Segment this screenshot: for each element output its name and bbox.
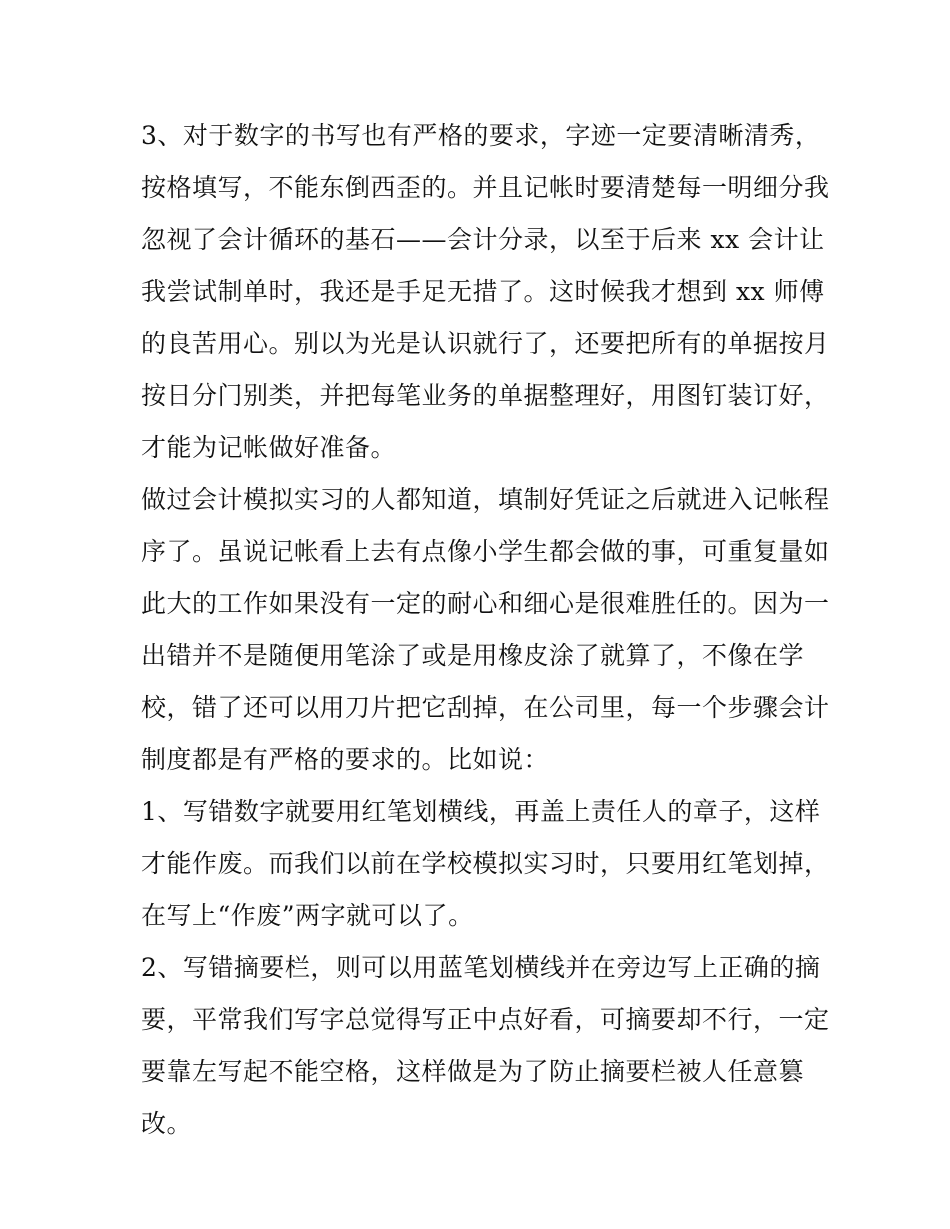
text-line: 序了。虽说记帐看上去有点像小学生都会做的事，可重复量如	[141, 537, 830, 566]
text-line: 才能作废。而我们以前在学校模拟实习时，只要用红笔划掉，	[141, 849, 830, 878]
text-line: 在写上“作废”两字就可以了。	[141, 901, 474, 930]
text-line: 3、对于数字的书写也有严格的要求，字迹一定要清晰清秀，	[141, 121, 821, 150]
text-line: 出错并不是随便用笔涂了或是用橡皮涂了就算了，不像在学	[141, 641, 805, 670]
document-body	[141, 110, 830, 1150]
text-line: 才能为记帐做好准备。	[141, 433, 397, 462]
text-line: 校，错了还可以用刀片把它刮掉，在公司里，每一个步骤会计	[141, 693, 830, 722]
text-line: 1、写错数字就要用红笔划横线，再盖上责任人的章子，这样	[141, 797, 821, 826]
text-line: 按格填写，不能东倒西歪的。并且记帐时要清楚每一明细分我	[141, 173, 830, 202]
text-line: 我尝试制单时，我还是手足无措了。这时候我才想到 xx 师傅	[141, 277, 825, 306]
text-line: 的良苦用心。别以为光是认识就行了，还要把所有的单据按月	[141, 329, 830, 358]
text-line: 改。	[141, 1109, 193, 1138]
text-line: 按日分门别类，并把每笔业务的单据整理好，用图钉装订好，	[141, 381, 830, 410]
text-line: 制度都是有严格的要求的。比如说：	[141, 745, 550, 774]
text-line: 忽视了会计循环的基石——会计分录，以至于后来 xx 会计让	[141, 225, 825, 254]
text-line: 要，平常我们写字总觉得写正中点好看，可摘要却不行，一定	[141, 1005, 830, 1034]
text-line: 2、写错摘要栏，则可以用蓝笔划横线并在旁边写上正确的摘	[141, 953, 821, 982]
text-line: 做过会计模拟实习的人都知道，填制好凭证之后就进入记帐程	[141, 485, 830, 514]
text-line: 此大的工作如果没有一定的耐心和细心是很难胜任的。因为一	[141, 589, 830, 618]
text-line: 要靠左写起不能空格，这样做是为了防止摘要栏被人任意篡	[141, 1057, 805, 1086]
